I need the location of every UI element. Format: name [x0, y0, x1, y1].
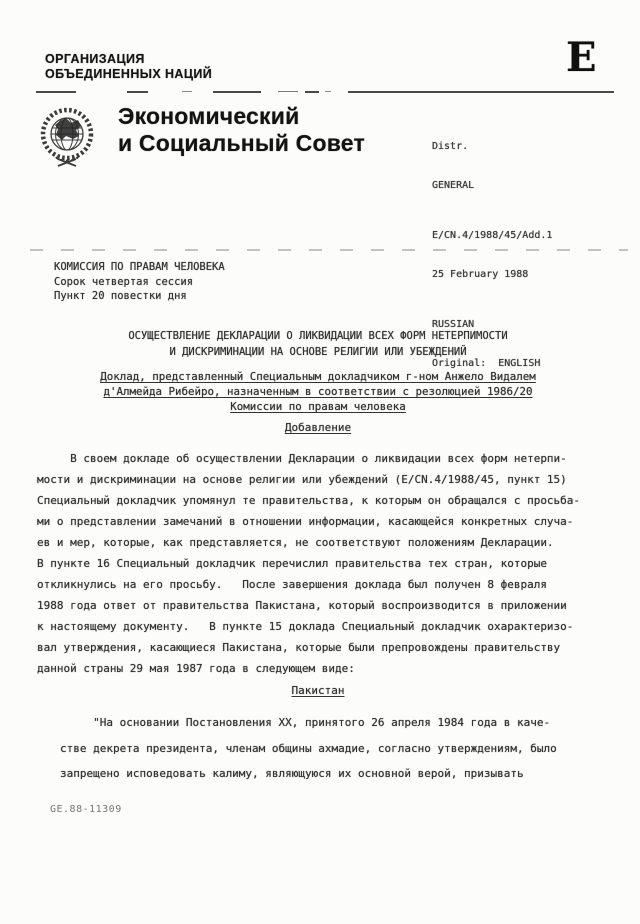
un-emblem-icon — [36, 107, 100, 175]
footer-reference: GE.88-11309 — [50, 804, 122, 815]
paragraph-2-line: "На основании Постановления XX, принятого 26 апреля 1984 года в каче- — [60, 716, 551, 729]
header-rule — [36, 91, 616, 94]
distr-type: GENERAL — [432, 180, 475, 191]
doc-symbol: E/CN.4/1988/45/Add.1 — [432, 230, 553, 241]
report-subtitle-line: Доклад, представленный Специальным докладчиком г-ном Анжело Видалем — [100, 370, 536, 383]
report-subtitle-line: д'Алмейда Рибейро, назначенным в соответствии с резолюцией 1986/20 — [103, 385, 533, 399]
org-name-line1: ОРГАНИЗАЦИЯ — [45, 52, 145, 66]
session-line: Сорок четвертая сессия — [54, 275, 194, 288]
paragraph-2 — [60, 710, 600, 787]
country-heading — [37, 684, 599, 697]
paragraph-2-line: запрещено исповедовать калиму, являющуюся их основной верой, призывать — [60, 767, 524, 780]
doc-language: RUSSIAN — [432, 319, 475, 330]
doc-date: 25 February 1988 — [432, 269, 529, 280]
paragraph-1-line: откликнулись на его просьбу. После завершения доклада был получен 8 февраля — [37, 578, 547, 591]
council-title-line2: и Социальный Совет — [118, 130, 365, 156]
session-block — [54, 260, 225, 304]
council-title — [118, 103, 365, 157]
addendum-heading-text: Добавление — [284, 421, 352, 434]
paragraph-1 — [37, 448, 617, 679]
paragraph-1-line: мости и дискриминации на основе религии или убеждений (E/CN.4/1988/45, пункт 15) — [37, 473, 567, 486]
paragraph-1-line: ми о представлении замечаний в отношении информации, касающейся конкретных случа- — [37, 515, 574, 528]
addendum-heading — [37, 421, 599, 434]
report-subtitle — [37, 369, 599, 415]
country-heading-text: Пакистан — [291, 684, 345, 697]
paragraph-1-line: данной страны 29 мая 1987 года в следующем виде: — [37, 662, 355, 675]
session-line: Пункт 20 повестки дня — [54, 290, 187, 302]
org-name — [45, 52, 212, 82]
paragraph-1-line: Специальный докладчик упомянул те правительства, к которым он обращался с просьба- — [37, 494, 581, 507]
paragraph-1-line: ев и мер, которые, как представляется, не соответствуют положениям Декларации. — [37, 536, 554, 549]
paragraph-1-line: 1988 года ответ от правительства Пакистана, который воспроизводится в приложении — [37, 599, 567, 612]
document-title — [37, 328, 599, 360]
document-title-line: ОСУЩЕСТВЛЕНИЕ ДЕКЛАРАЦИИ О ЛИКВИДАЦИИ ВСЕХ ФОРМ НЕТЕРПИМОСТИ — [128, 330, 508, 342]
paragraph-2-line: стве декрета президента, членам общины ахмадие, согласно утверждениям, было — [60, 741, 557, 755]
paragraph-1-line: В пункте 16 Специальный докладчик перечислил правительства тех стран, которые — [37, 557, 547, 570]
doc-original-language: Original: ENGLISH — [432, 358, 541, 369]
org-name-line2: ОБЪЕДИНЕННЫХ НАЦИЙ — [45, 67, 213, 81]
report-subtitle-line: Комиссии по правам человека — [230, 400, 406, 414]
paragraph-1-line: вал утверждения, касающиеся Пакистана, которые были препровождены правительству — [37, 641, 561, 654]
council-title-line1: Экономический — [118, 103, 300, 129]
scan-artifact-line — [30, 249, 628, 251]
document-title-line: И ДИСКРИМИНАЦИИ НА ОСНОВЕ РЕЛИГИИ ИЛИ УБЕЖДЕНИЙ — [169, 346, 467, 358]
session-line: КОМИССИЯ ПО ПРАВАМ ЧЕЛОВЕКА — [54, 261, 225, 273]
paragraph-1-line: к настоящему документу. В пункте 15 доклада Специальный докладчик охарактеризо- — [37, 620, 574, 633]
doc-series-letter: E — [566, 34, 597, 81]
paragraph-1-line: В своем докладе об осуществлении Декларации о ликвидации всех форм нетерпи- — [37, 452, 567, 465]
distr-label: Distr. — [432, 141, 469, 152]
